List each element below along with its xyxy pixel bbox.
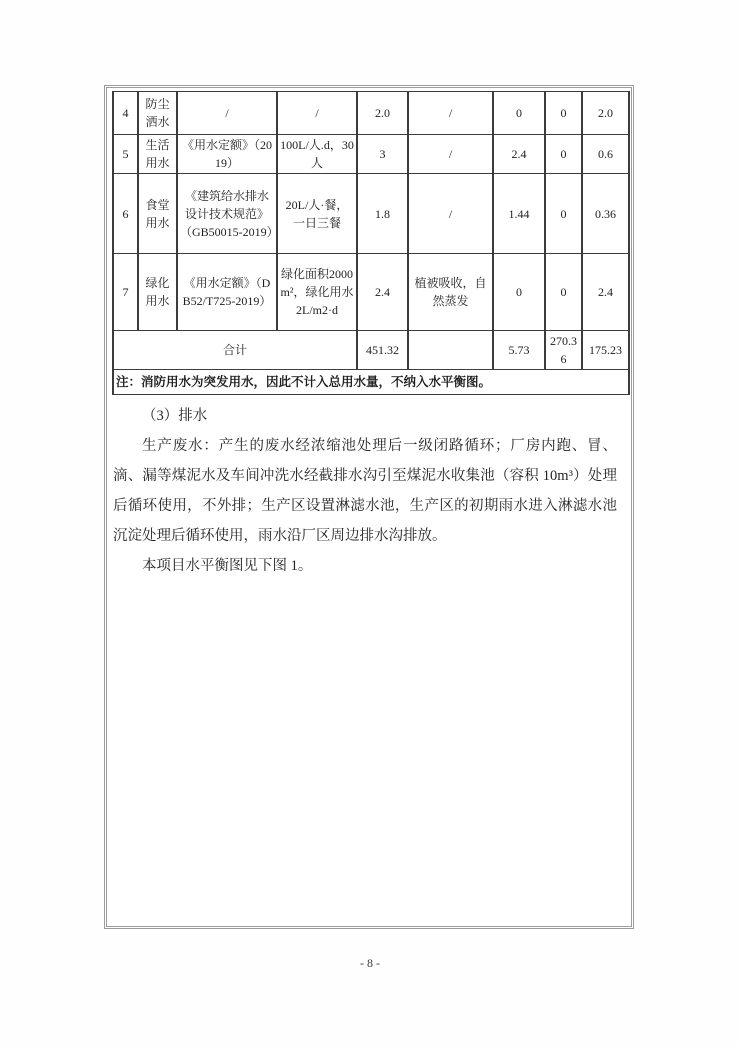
table-cell: 2.4 — [582, 254, 629, 331]
body-text — [113, 401, 617, 581]
table-cell: 0 — [493, 254, 545, 331]
table-cell: 1.44 — [493, 174, 545, 254]
table-cell: / — [277, 92, 357, 135]
table-row — [113, 174, 629, 254]
paragraph-figure-reference: 本项目水平衡图见下图 1。 — [142, 558, 313, 574]
section-heading: （3）排水 — [142, 408, 208, 424]
table-cell: / — [177, 92, 277, 135]
page-number: - 8 - — [360, 956, 380, 970]
table-cell: 6 — [113, 174, 138, 254]
table-note-cell: 注：消防用水为突发用水，因此不计入总用水量，不纳入水平衡图。 — [113, 370, 629, 395]
table-cell: 《用水定额》（DB52/T725-2019） — [177, 254, 277, 331]
total-row — [113, 331, 629, 370]
total-usage-cell: 451.32 — [357, 331, 408, 370]
total-value-cell: 5.73 — [493, 331, 545, 370]
table-row — [113, 92, 629, 135]
table-cell: 2.4 — [493, 135, 545, 174]
table-cell: / — [408, 92, 493, 135]
table-cell: 0 — [493, 92, 545, 135]
table-cell: 1.8 — [357, 174, 408, 254]
table-cell: 4 — [113, 92, 138, 135]
table-cell: 0 — [545, 174, 582, 254]
table-cell: 生活用水 — [138, 135, 177, 174]
table-cell: 7 — [113, 254, 138, 331]
table-cell: 绿化面积2000m²，绿化用水2L/m2·d — [277, 254, 357, 331]
table-cell: 3 — [357, 135, 408, 174]
table-cell: 0.36 — [582, 174, 629, 254]
table-cell: 100L/人.d，30 人 — [277, 135, 357, 174]
table-cell: / — [408, 174, 493, 254]
table-cell: 0 — [545, 135, 582, 174]
table-row — [113, 135, 629, 174]
paragraph-wastewater: 生产废水：产生的废水经浓缩池处理后一级闭路循环；厂房内跑、冒、滴、漏等煤泥水及车间冲洗水经截排水沟引至煤泥水收集池（容积 10m³）处理后循环使用，不外排；生产区设置淋滤水池，生产区的初期雨水进入淋滤水池沉淀处理后循环使用，雨水沿厂区周边排水沟排放。 — [113, 438, 617, 544]
table-cell: 0.6 — [582, 135, 629, 174]
table-row — [113, 254, 629, 331]
table-cell: 绿化用水 — [138, 254, 177, 331]
table-cell: 2.0 — [582, 92, 629, 135]
total-empty-cell — [408, 331, 493, 370]
table-cell: 防尘洒水 — [138, 92, 177, 135]
table-cell: / — [408, 135, 493, 174]
table-cell: 食堂用水 — [138, 174, 177, 254]
table-cell: 5 — [113, 135, 138, 174]
table-cell: 《建筑给水排水设计技术规范》（GB50015-2019） — [177, 174, 277, 254]
total-value-cell: 175.23 — [582, 331, 629, 370]
total-value-cell: 270.36 — [545, 331, 582, 370]
total-label-cell: 合计 — [113, 331, 357, 370]
table-cell: 20L/人·餐，一日三餐 — [277, 174, 357, 254]
water-usage-table — [112, 91, 630, 395]
page-frame — [104, 85, 634, 929]
table-cell: 2.0 — [357, 92, 408, 135]
table-cell: 0 — [545, 92, 582, 135]
table-cell: 0 — [545, 254, 582, 331]
table-cell: 《用水定额》（2019） — [177, 135, 277, 174]
table-cell: 2.4 — [357, 254, 408, 331]
note-row — [113, 370, 629, 395]
table-cell: 植被吸收，自然蒸发 — [408, 254, 493, 331]
